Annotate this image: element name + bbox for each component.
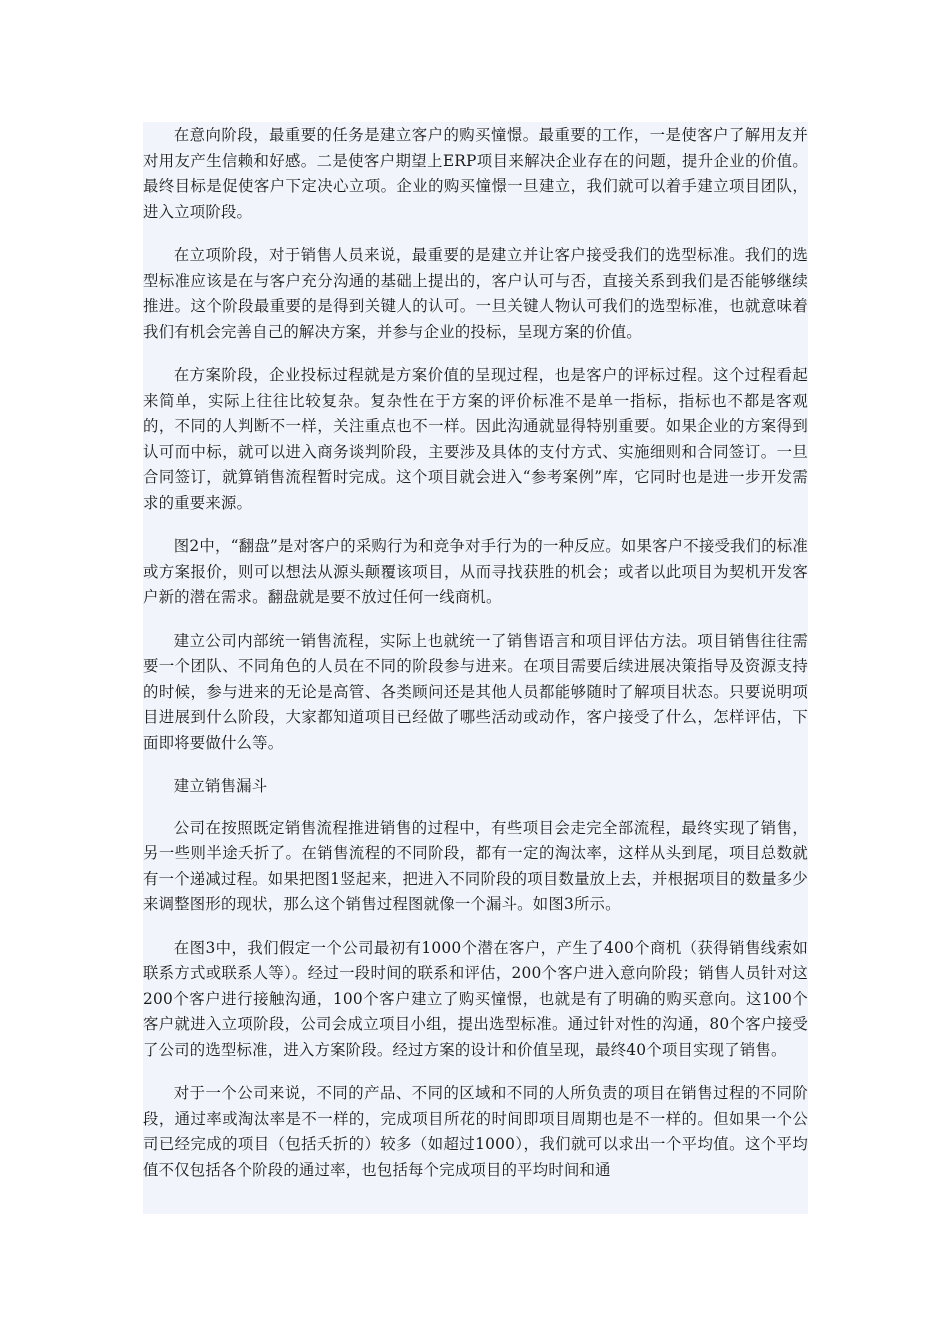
paragraph-unified-process: 建立公司内部统一销售流程，实际上也就统一了销售语言和项目评估方法。项目销售往往需要一个团队、不同角色的人员在不同的阶段参与进来。在项目需要后续进展决策指导及资源支持的时候，参与进来的无论是高管、各类顾问还是其他人员都能够随时了解项目状态。只要说明项目进展到什么阶段，大家都知道项目已经做了哪些活动或动作，客户接受了什么，怎样评估，下面即将要做什么等。	[143, 631, 808, 752]
paragraph-intent-stage: 在意向阶段，最重要的任务是建立客户的购买憧憬。最重要的工作，一是使客户了解用友并对用友产生信赖和好感。二是使客户期望上ERP项目来解决企业存在的问题，提升企业的价值。最终目标是促使客户下定决心立项。企业的购买憧憬一旦建立，我们就可以着手建立项目团队，进入立项阶段。	[143, 126, 808, 221]
paragraph-funnel-intro: 公司在按照既定销售流程推进销售的过程中，有些项目会走完全部流程，最终实现了销售，另一些则半途夭折了。在销售流程的不同阶段，都有一定的淘汰率，这样从头到尾，项目总数就有一个递减过程。如果把图1竖起来，把进入不同阶段的项目数量放上去，并根据项目的数量多少来调整图形的现状，那么这个销售过程图就像一个漏斗。如图3所示。	[143, 818, 808, 913]
paragraph-turnaround: 图2中，“翻盘”是对客户的采购行为和竞争对手行为的一种反应。如果客户不接受我们的标准或方案报价，则可以想法从源头颠覆该项目，从而寻找获胜的机会；或者以此项目为契机开发客户新的潜在需求。翻盘就是要不放过任何一线商机。	[143, 537, 808, 606]
section-heading-sales-funnel: 建立销售漏斗	[173, 777, 268, 795]
paragraph-proposal-stage: 在方案阶段，企业投标过程就是方案价值的呈现过程，也是客户的评标过程。这个过程看起来简单，实际上往往比较复杂。复杂性在于方案的评价标准不是单一指标，指标也不都是客观的，不同的人判断不一样，关注重点也不一样。因此沟通就显得特别重要。如果企业的方案得到认可而中标，就可以进入商务谈判阶段，主要涉及具体的支付方式、实施细则和合同签订。一旦合同签订，就算销售流程暂时完成。这个项目就会进入“参考案例”库，它同时也是进一步开发需求的重要来源。	[143, 366, 808, 512]
document-body	[143, 122, 808, 1214]
paragraph-project-stage: 在立项阶段，对于销售人员来说，最重要的是建立并让客户接受我们的选型标准。我们的选型标准应该是在与客户充分沟通的基础上提出的，客户认可与否，直接关系到我们是否能够继续推进。这个阶段最重要的是得到关键人的认可。一旦关键人物认可我们的选型标准，也就意味着我们有机会完善自己的解决方案，并参与企业的投标，呈现方案的价值。	[143, 246, 808, 341]
paragraph-funnel-example: 在图3中，我们假定一个公司最初有1000个潜在客户，产生了400个商机（获得销售线索如联系方式或联系人等）。经过一段时间的联系和评估，200个客户进入意向阶段；销售人员针对这200个客户进行接触沟通，100个客户建立了购买憧憬，也就是有了明确的购买意向。这100个客户就进入立项阶段，公司会成立项目小组，提出选型标准。通过针对性的沟通，80个客户接受了公司的选型标准，进入方案阶段。经过方案的设计和价值呈现，最终40个项目实现了销售。	[143, 938, 808, 1059]
paragraph-funnel-average: 对于一个公司来说，不同的产品、不同的区域和不同的人所负责的项目在销售过程的不同阶段，通过率或淘汰率是不一样的，完成项目所花的时间即项目周期也是不一样的。但如果一个公司已经完成的项目（包括夭折的）较多（如超过1000），我们就可以求出一个平均值。这个平均值不仅包括各个阶段的通过率，也包括每个完成项目的平均时间和通	[143, 1084, 808, 1179]
